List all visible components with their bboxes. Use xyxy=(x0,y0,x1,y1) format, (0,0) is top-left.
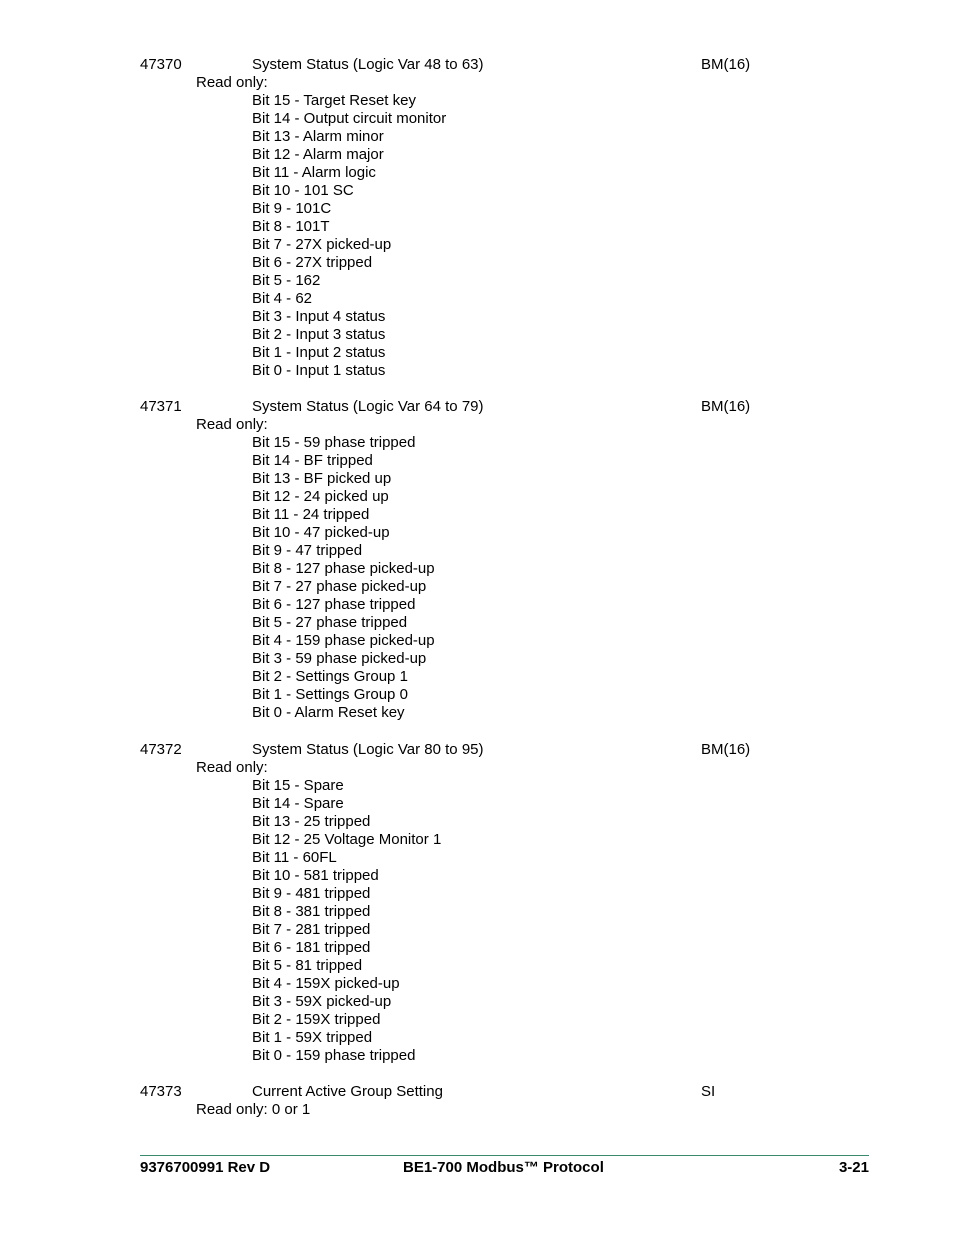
bit-definition: Bit 11 - 24 tripped xyxy=(252,506,370,523)
bit-definition: Bit 7 - 27 phase picked-up xyxy=(252,578,427,595)
register-address: 47371 xyxy=(140,398,182,415)
bit-definition: Bit 14 - Output circuit monitor xyxy=(252,110,447,127)
bit-definition: Bit 9 - 101C xyxy=(252,200,332,217)
register-type: BM(16) xyxy=(701,741,751,758)
bit-definition: Bit 10 - 101 SC xyxy=(252,182,354,199)
bit-definition: Bit 5 - 27 phase tripped xyxy=(252,614,408,631)
footer-document-number: 9376700991 Rev D xyxy=(140,1159,271,1176)
bit-definition: Bit 2 - Input 3 status xyxy=(252,326,386,343)
bit-definition: Bit 12 - Alarm major xyxy=(252,146,384,163)
bit-definition: Bit 9 - 47 tripped xyxy=(252,542,363,559)
footer-page-number: 3-21 xyxy=(838,1159,869,1176)
bit-definition: Bit 5 - 162 xyxy=(252,272,321,289)
register-type: BM(16) xyxy=(701,398,751,415)
register-type: BM(16) xyxy=(701,56,751,73)
bit-definition: Bit 9 - 481 tripped xyxy=(252,885,371,902)
access-note: Read only: xyxy=(196,416,268,433)
register-description: System Status (Logic Var 64 to 79) xyxy=(252,398,484,415)
bit-definition: Bit 14 - Spare xyxy=(252,795,344,812)
bit-definition: Bit 8 - 127 phase picked-up xyxy=(252,560,435,577)
bit-definition: Bit 13 - Alarm minor xyxy=(252,128,384,145)
bit-definition: Bit 6 - 127 phase tripped xyxy=(252,596,416,613)
bit-definition: Bit 4 - 62 xyxy=(252,290,313,307)
bit-definition: Bit 8 - 101T xyxy=(252,218,330,235)
bit-definition: Bit 1 - Settings Group 0 xyxy=(252,686,408,703)
register-address: 47370 xyxy=(140,56,182,73)
bit-definition: Bit 15 - Target Reset key xyxy=(252,92,416,109)
register-description: System Status (Logic Var 80 to 95) xyxy=(252,741,484,758)
bit-definition: Bit 10 - 47 picked-up xyxy=(252,524,390,541)
bit-definition: Bit 12 - 24 picked up xyxy=(252,488,389,505)
access-note: Read only: 0 or 1 xyxy=(196,1101,311,1118)
bit-definition: Bit 5 - 81 tripped xyxy=(252,957,363,974)
bit-definition: Bit 15 - Spare xyxy=(252,777,344,794)
footer-title: BE1-700 Modbus™ Protocol xyxy=(403,1159,604,1176)
register-address: 47372 xyxy=(140,741,182,758)
bit-definition: Bit 7 - 27X picked-up xyxy=(252,236,392,253)
bit-definition: Bit 4 - 159X picked-up xyxy=(252,975,400,992)
bit-definition: Bit 7 - 281 tripped xyxy=(252,921,371,938)
bit-definition: Bit 15 - 59 phase tripped xyxy=(252,434,416,451)
bit-definition: Bit 2 - 159X tripped xyxy=(252,1011,381,1028)
bit-definition: Bit 11 - Alarm logic xyxy=(252,164,376,181)
bit-definition: Bit 0 - Alarm Reset key xyxy=(252,704,405,721)
bit-definition: Bit 12 - 25 Voltage Monitor 1 xyxy=(252,831,442,848)
register-description: Current Active Group Setting xyxy=(252,1083,443,1100)
bit-definition: Bit 6 - 27X tripped xyxy=(252,254,373,271)
bit-definition: Bit 1 - Input 2 status xyxy=(252,344,386,361)
footer-rule xyxy=(140,1155,869,1156)
bit-definition: Bit 13 - BF picked up xyxy=(252,470,392,487)
bit-definition: Bit 6 - 181 tripped xyxy=(252,939,371,956)
access-note: Read only: xyxy=(196,759,268,776)
bit-definition: Bit 3 - 59 phase picked-up xyxy=(252,650,427,667)
bit-definition: Bit 10 - 581 tripped xyxy=(252,867,379,884)
bit-definition: Bit 4 - 159 phase picked-up xyxy=(252,632,435,649)
bit-definition: Bit 1 - 59X tripped xyxy=(252,1029,373,1046)
bit-definition: Bit 11 - 60FL xyxy=(252,849,337,866)
register-description: System Status (Logic Var 48 to 63) xyxy=(252,56,484,73)
bit-definition: Bit 14 - BF tripped xyxy=(252,452,373,469)
bit-definition: Bit 3 - Input 4 status xyxy=(252,308,386,325)
access-note: Read only: xyxy=(196,74,268,91)
bit-definition: Bit 13 - 25 tripped xyxy=(252,813,371,830)
bit-definition: Bit 0 - 159 phase tripped xyxy=(252,1047,416,1064)
bit-definition: Bit 8 - 381 tripped xyxy=(252,903,371,920)
register-type: SI xyxy=(701,1083,716,1100)
bit-definition: Bit 0 - Input 1 status xyxy=(252,362,386,379)
bit-definition: Bit 3 - 59X picked-up xyxy=(252,993,392,1010)
bit-definition: Bit 2 - Settings Group 1 xyxy=(252,668,408,685)
register-address: 47373 xyxy=(140,1083,182,1100)
